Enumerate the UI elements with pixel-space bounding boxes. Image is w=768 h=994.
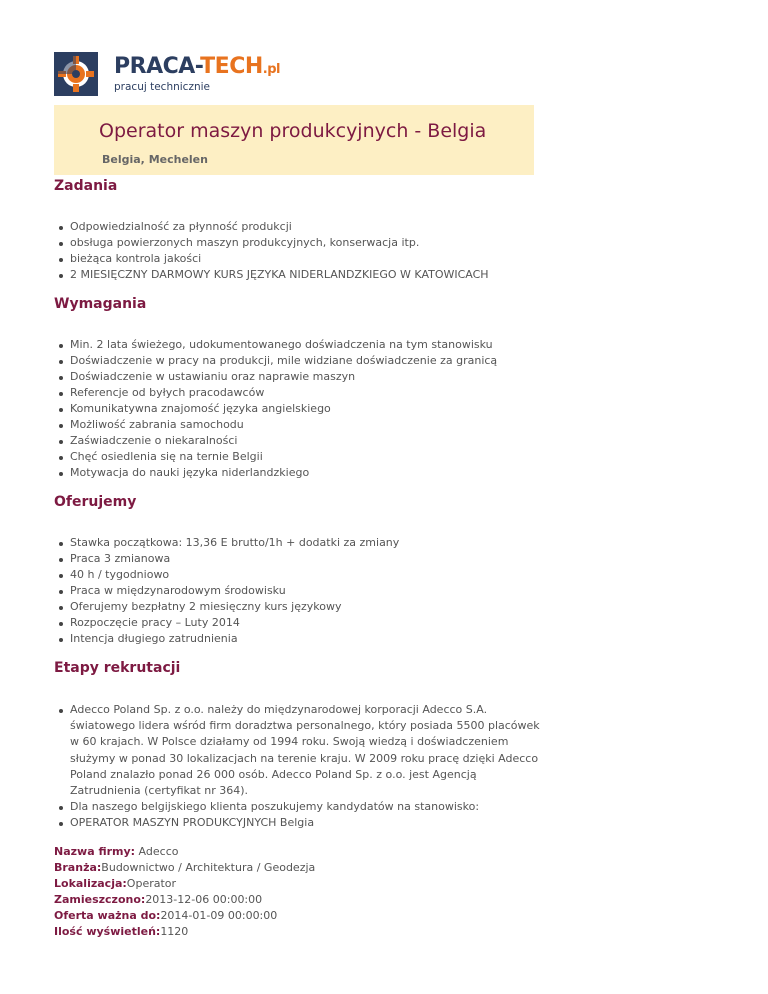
- meta-location: Lokalizacja:Operator: [54, 876, 177, 890]
- logo-wordmark: PRACA-TECH.pl: [114, 54, 280, 79]
- job-meta: [54, 844, 544, 940]
- meta-valid-until: Oferta ważna do:2014-01-09 00:00:00: [54, 908, 278, 922]
- list-item: Dla naszego belgijskiego klienta poszukujemy kandydatów na stanowisko:: [54, 799, 544, 815]
- section-heading: Wymagania: [54, 296, 147, 312]
- list-item: Chęć osiedlenia się na ternie Belgii: [54, 449, 544, 465]
- list-item: Stawka początkowa: 13,36 E brutto/1h + dodatki za zmiany: [54, 535, 544, 551]
- list-item: bieżąca kontrola jakości: [54, 251, 544, 267]
- list-item: Praca w międzynarodowym środowisku: [54, 583, 544, 599]
- list: [54, 535, 544, 647]
- list-item: 40 h / tygodniowo: [54, 567, 544, 583]
- list-item: Referencje od byłych pracodawców: [54, 385, 544, 401]
- section-heading: Oferujemy: [54, 494, 137, 510]
- meta-views: Ilość wyświetleń:1120: [54, 924, 189, 938]
- list: [54, 219, 544, 283]
- list-item: OPERATOR MASZYN PRODUKCYJNYCH Belgia: [54, 815, 544, 831]
- list-item: Odpowiedzialność za płynność produkcji: [54, 219, 544, 235]
- list-item: Doświadczenie w pracy na produkcji, mile widziane doświadczenie za granicą: [54, 353, 544, 369]
- logo-tagline: pracuj technicznie: [114, 81, 210, 93]
- meta-industry: Branża:Budownictwo / Architektura / Geodezja: [54, 860, 316, 874]
- list-item: Motywacja do nauki języka niderlandzkiego: [54, 465, 544, 481]
- section-heading: Zadania: [54, 178, 118, 194]
- section-zadania: [54, 177, 544, 283]
- list: [54, 337, 544, 481]
- section-oferujemy: [54, 493, 544, 647]
- job-content: [54, 177, 544, 940]
- list-item: Adecco Poland Sp. z o.o. należy do międzynarodowej korporacji Adecco S.A. światowego lidera wśród firm doradztwa personalnego, który posiada 5500 placówek w 60 krajach. W Polsce działamy od 1994 roku. Swoją wiedzą i doświadczeniem służymy w ponad 30 lokalizacjach na terenie kraju. W 2009 roku pracę dzięki Adecco Poland znalazło ponad 26 000 osób. Adecco Poland Sp. z o.o. jest Agencją Zatrudnienia (certyfikat nr 364).: [54, 702, 544, 799]
- list-item: 2 MIESIĘCZNY DARMOWY KURS JĘZYKA NIDERLANDZKIEGO W KATOWICACH: [54, 267, 544, 283]
- list-item: Intencja długiego zatrudnienia: [54, 631, 544, 647]
- meta-company: Nazwa firmy: Adecco: [54, 844, 179, 858]
- list-item: Min. 2 lata świeżego, udokumentowanego doświadczenia na tym stanowisku: [54, 337, 544, 353]
- meta-posted: Zamieszczono:2013-12-06 00:00:00: [54, 892, 263, 906]
- job-location: Belgia, Mechelen: [102, 153, 208, 166]
- site-logo[interactable]: [54, 52, 294, 96]
- list-item: Możliwość zabrania samochodu: [54, 417, 544, 433]
- list-item: Oferujemy bezpłatny 2 miesięczny kurs językowy: [54, 599, 544, 615]
- list-item: Rozpoczęcie pracy – Luty 2014: [54, 615, 544, 631]
- list: [54, 702, 544, 832]
- list-item: Zaświadczenie o niekaralności: [54, 433, 544, 449]
- list-item: Doświadczenie w ustawianiu oraz naprawie maszyn: [54, 369, 544, 385]
- gear-logo-icon: [54, 52, 98, 96]
- list-item: obsługa powierzonych maszyn produkcyjnych, konserwacja itp.: [54, 235, 544, 251]
- job-header: [54, 105, 534, 175]
- list-item: Komunikatywna znajomość języka angielskiego: [54, 401, 544, 417]
- job-title: Operator maszyn produkcyjnych - Belgia: [99, 120, 487, 142]
- section-wymagania: [54, 295, 544, 481]
- section-etapy-rekrutacji: [54, 659, 544, 832]
- list-item: Praca 3 zmianowa: [54, 551, 544, 567]
- section-heading: Etapy rekrutacji: [54, 660, 181, 676]
